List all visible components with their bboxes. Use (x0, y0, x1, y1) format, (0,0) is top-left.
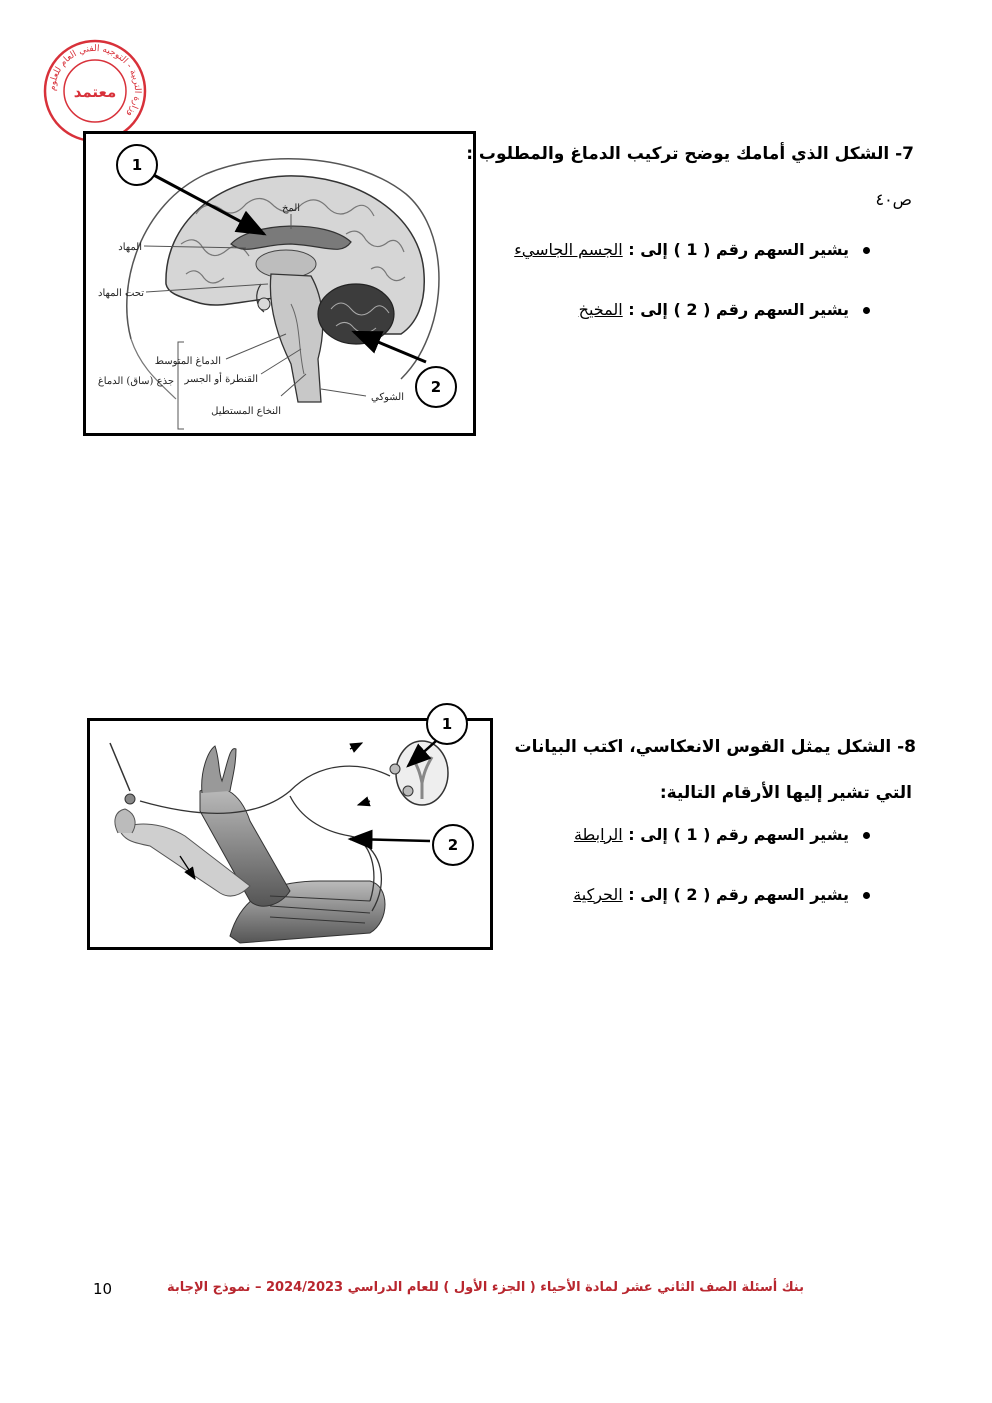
label-jidh: جذع (ساق) الدماغ (97, 376, 174, 387)
q8-answer-2: الحركية (573, 885, 623, 904)
reflex-arc-diagram (90, 721, 490, 947)
approval-stamp (42, 38, 148, 144)
label-shawki: الشوكي (371, 392, 405, 403)
reflex-callout-2: 2 (432, 824, 474, 866)
q8-bullet-1-prefix: يشير السهم رقم ( 1 ) إلى : (628, 825, 849, 844)
bullet-icon (863, 307, 870, 314)
stamp-center-text: معتمد (73, 83, 117, 101)
label-qantara: القنطرة أو الجسر (184, 374, 258, 385)
bullet-icon (863, 892, 870, 899)
svg-text:وزارة التربية - التوجيه الفني (48, 44, 142, 119)
brain-callout-2: 2 (415, 366, 457, 408)
reflex-callout-1: 1 (426, 703, 468, 745)
q7-answer-1: الجسم الجاسيء (514, 240, 623, 259)
q8-title-line2: التي تشير إليها الأرقام التالية: (659, 783, 912, 803)
q7-bullet-2-prefix: يشير السهم رقم ( 2 ) إلى : (628, 300, 849, 319)
bullet-icon (863, 247, 870, 254)
q7-answer-2: المخيخ (578, 300, 623, 319)
label-mukh: المخ (281, 203, 301, 214)
label-nukhaa: النخاع المستطيل (211, 406, 281, 417)
brain-arrow-2 (354, 332, 426, 362)
q8-bullet-2 (573, 885, 870, 904)
reflex-arc-figure (87, 715, 493, 950)
reflex-arrow-2 (350, 839, 430, 841)
label-taht-mihad: تحت المهاد (98, 288, 144, 299)
brain-figure (83, 131, 476, 436)
page-number: 10 (93, 1280, 113, 1298)
q7-title: 7- الشكل الذي أمامك يوضح تركيب الدماغ والمطلوب : (466, 144, 914, 164)
label-mihad: المهاد (118, 242, 142, 253)
label-dimagh-mutawassit: الدماغ المتوسط (154, 356, 221, 367)
q8-bullet-2-prefix: يشير السهم رقم ( 2 ) إلى : (628, 885, 849, 904)
stamp-ring-text: وزارة التربية - التوجيه الفني العام للعلوم (47, 43, 143, 119)
q8-bullet-1 (574, 825, 870, 844)
q8-title-line1: 8- الشكل يمثل القوس الانعكاسي، اكتب البيانات (514, 737, 916, 757)
q8-answer-1: الرابطة (573, 825, 623, 844)
footer-text: بنك أسئلة الصف الثاني عشر لمادة الأحياء ( الجزء الأول ) للعام الدراسي 2024/2023 – نموذج الإجابة (166, 1280, 804, 1295)
q7-bullet-1 (514, 240, 870, 259)
brain-callout-1: 1 (116, 144, 158, 186)
q7-bullet-1-prefix: يشير السهم رقم ( 1 ) إلى : (628, 240, 849, 259)
q7-bullet-2 (579, 300, 870, 319)
q7-page-ref: ص٤٠ (875, 190, 912, 209)
stamp-graphic (42, 38, 148, 144)
bullet-icon (863, 832, 870, 839)
